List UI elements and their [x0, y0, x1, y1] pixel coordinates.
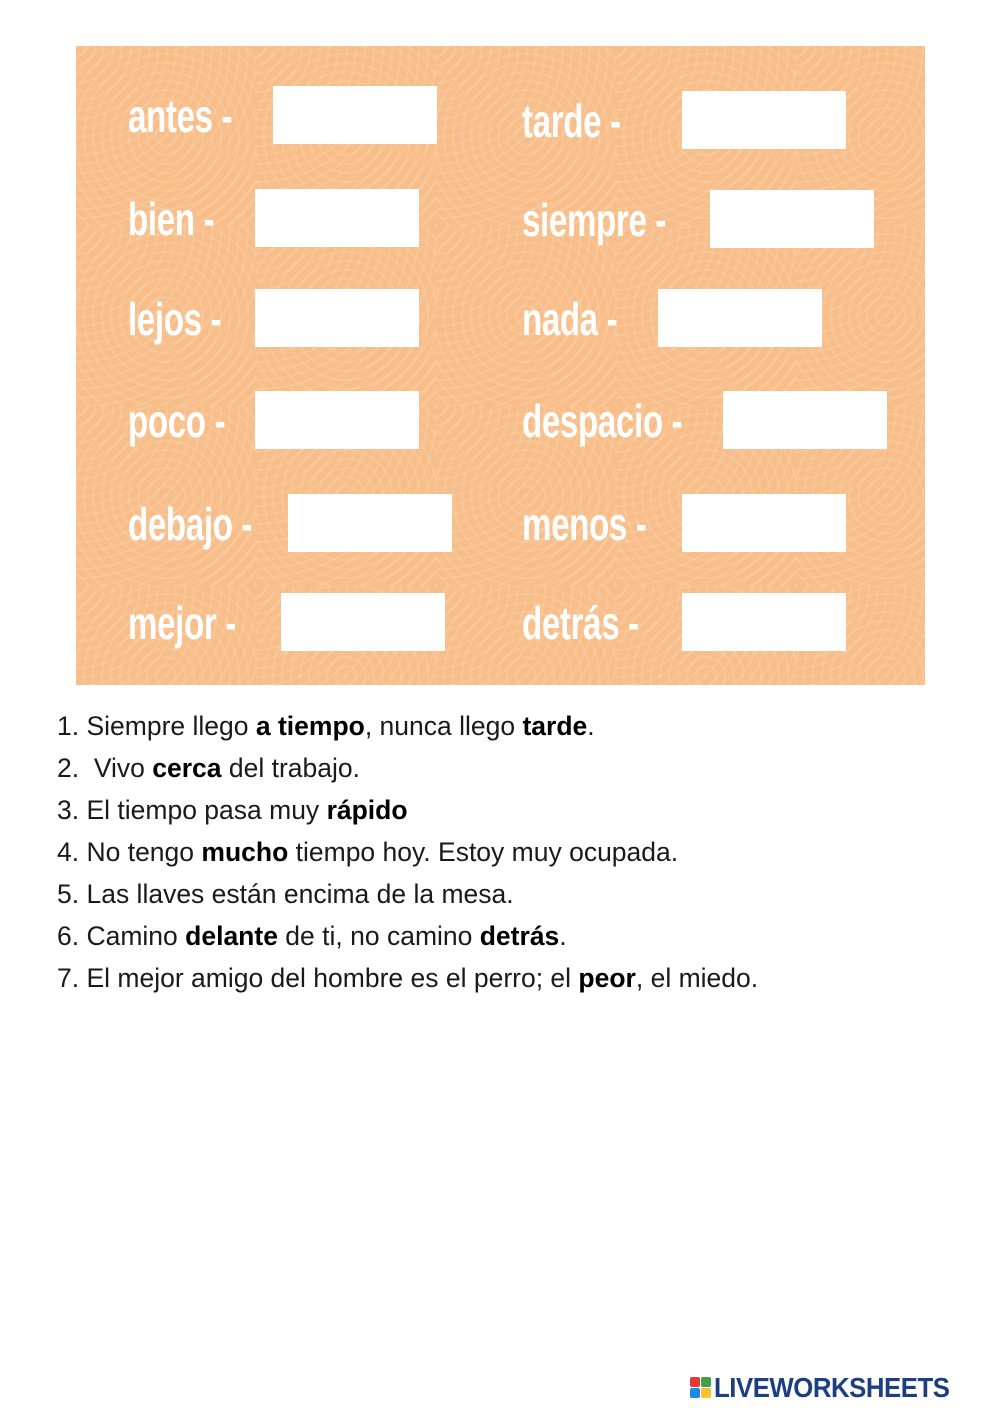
answer-input-siempre[interactable] [710, 190, 874, 248]
word-label: poco - [128, 395, 226, 447]
sentence-number: 5. [57, 879, 87, 909]
sentence-1 [57, 705, 957, 747]
sentence-text: de ti, no camino [277, 921, 480, 951]
sentence-text: tiempo hoy. Estoy muy ocupada. [288, 837, 679, 867]
answer-input-despacio[interactable] [723, 391, 887, 449]
logo-text: LIVEWORKSHEETS [714, 1372, 950, 1403]
sentence-6 [57, 915, 957, 957]
word-label: despacio - [522, 395, 683, 447]
adverb-highlight: mucho [201, 837, 289, 867]
pair-lejos [128, 289, 257, 349]
sentence-text: Camino [86, 921, 186, 951]
antonyms-exercise-panel [76, 46, 925, 685]
pair-menos [522, 494, 695, 554]
sentence-text: El mejor amigo del hombre es el perro; el [86, 963, 579, 993]
sentence-text: , el miedo. [635, 963, 759, 993]
sentence-list [57, 705, 957, 999]
sentence-5 [57, 873, 957, 915]
pair-mejor [128, 593, 278, 653]
sentence-number: 7. [57, 963, 87, 993]
answer-input-nada[interactable] [658, 289, 822, 347]
sentence-number: 3. [57, 795, 87, 825]
sentence-3 [57, 789, 957, 831]
answer-input-lejos[interactable] [255, 289, 419, 347]
adverb-highlight: cerca [152, 753, 222, 783]
answer-input-antes[interactable] [273, 86, 437, 144]
answer-input-detras[interactable] [682, 593, 846, 651]
pair-tarde [522, 91, 659, 151]
word-label: debajo - [128, 498, 253, 550]
sentence-4 [57, 831, 957, 873]
sentence-text: del trabajo. [221, 753, 361, 783]
sentence-text: . [559, 921, 567, 951]
adverb-highlight: peor [578, 963, 636, 993]
word-label: antes - [128, 90, 233, 142]
sentence-text: El tiempo pasa muy [86, 795, 327, 825]
liveworksheets-logo [690, 1373, 970, 1403]
adverb-highlight: a tiempo [255, 711, 365, 741]
answer-input-poco[interactable] [255, 391, 419, 449]
answer-input-menos[interactable] [682, 494, 846, 552]
word-label: menos - [522, 498, 647, 550]
sentence-text: . [587, 711, 595, 741]
answer-input-mejor[interactable] [281, 593, 445, 651]
word-label: tarde - [522, 95, 621, 147]
pair-poco [128, 391, 263, 451]
sentence-text: Las llaves están encima de la mesa. [86, 879, 514, 909]
adverb-highlight: rápido [326, 795, 408, 825]
pair-detras [522, 593, 684, 653]
sentence-text: Vivo [93, 753, 153, 783]
pair-siempre [522, 190, 722, 250]
sentence-text: No tengo [86, 837, 202, 867]
answer-input-debajo[interactable] [288, 494, 452, 552]
adverb-highlight: tarde [522, 711, 588, 741]
answer-input-bien[interactable] [255, 189, 419, 247]
sentence-number: 1. [57, 711, 87, 741]
pair-bien [128, 189, 248, 249]
word-label: bien - [128, 193, 215, 245]
sentence-number: 2. [57, 753, 94, 783]
sentence-number: 6. [57, 921, 87, 951]
pair-nada [522, 289, 654, 349]
word-label: mejor - [128, 597, 236, 649]
sentence-7 [57, 957, 957, 999]
sentence-text: Siempre llego [86, 711, 256, 741]
pair-despacio [522, 391, 745, 451]
pair-debajo [128, 494, 300, 554]
word-label: siempre - [522, 194, 667, 246]
liveworksheets-mark-icon [690, 1377, 712, 1399]
adverb-highlight: delante [185, 921, 278, 951]
answer-input-tarde[interactable] [682, 91, 846, 149]
adverb-highlight: detrás [479, 921, 560, 951]
sentence-2 [57, 747, 957, 789]
word-label: lejos - [128, 293, 222, 345]
pair-antes [128, 86, 273, 146]
word-label: nada - [522, 293, 618, 345]
sentence-number: 4. [57, 837, 87, 867]
word-label: detrás - [522, 597, 639, 649]
sentence-text: , nunca llego [364, 711, 523, 741]
